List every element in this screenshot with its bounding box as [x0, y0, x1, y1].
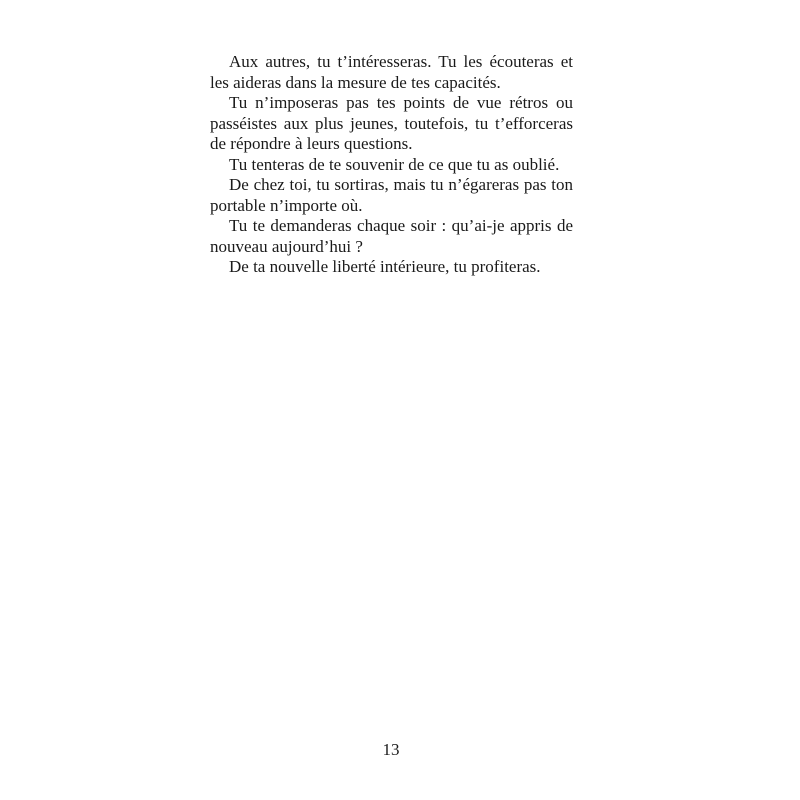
page-number: 13: [382, 740, 400, 759]
body-text: [210, 52, 573, 278]
paragraph-2: Tu n’imposeras pas tes points de vue rétros ou passéistes aux plus jeunes, toutefois, tu t’efforceras de répondre à leurs questions.: [210, 93, 573, 153]
paragraph-3: Tu tenteras de te souvenir de ce que tu as oublié.: [229, 154, 560, 174]
paragraph-5: Tu te demanderas chaque soir : qu’ai-je appris de nouveau aujourd’hui ?: [210, 216, 573, 256]
paragraph-1: Aux autres, tu t’intéresseras. Tu les écouteras et les aideras dans la mesure de tes capacités.: [210, 52, 573, 92]
paragraph-6: De ta nouvelle liberté intérieure, tu profiteras.: [229, 257, 541, 276]
paragraph-4: De chez toi, tu sortiras, mais tu n’égareras pas ton portable n’importe où.: [210, 175, 573, 215]
